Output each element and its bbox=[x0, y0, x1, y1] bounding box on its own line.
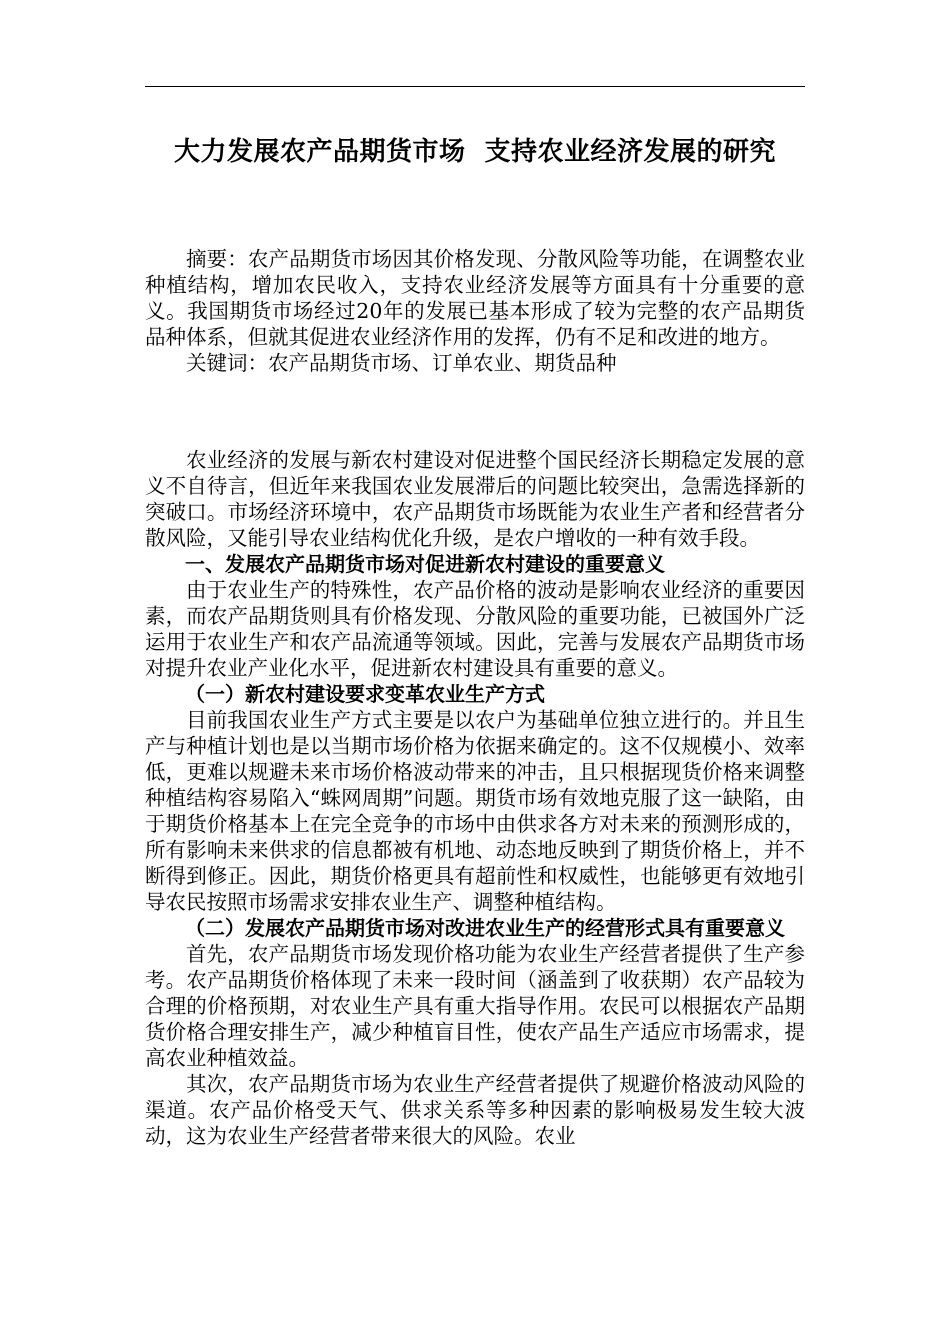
header-rule bbox=[145, 86, 805, 87]
body-paragraph: 由于农业生产的特殊性，农产品价格的波动是影响农业经济的重要因素，而农产品期货则具有价格发现、分散风险的重要功能，已被国外广泛运用于农业生产和农产品流通等领域。因此，完善与发展农产品期货市场对提升农业产业化水平，促进新农村建设具有重要的意义。 bbox=[145, 578, 805, 680]
subsection-heading: （二）发展农产品期货市场对改进农业生产的经营形式具有重要意义 bbox=[185, 916, 785, 940]
main-body bbox=[145, 447, 805, 1149]
section-heading: 一、发展农产品期货市场对促进新农村建设的重要意义 bbox=[185, 552, 665, 576]
body-paragraph: 首先，农产品期货市场发现价格功能为农业生产经营者提供了生产参考。农产品期货价格体现了未来一段时间（涵盖到了收获期）农产品较为合理的价格预期，对农业生产具有重大指导作用。农民可以根据农产品期货价格合理安排生产，减少种植盲目性，使农产品生产适应市场需求，提高农业种植效益。 bbox=[145, 942, 805, 1070]
abstract-block bbox=[145, 246, 805, 376]
subsection-heading: （一）新农村建设要求变革农业生产方式 bbox=[185, 682, 545, 706]
document-title: 大力发展农产品期货市场 支持农业经济发展的研究 bbox=[173, 137, 777, 167]
keywords-paragraph: 关键词：农产品期货市场、订单农业、期货品种 bbox=[186, 351, 617, 375]
body-paragraph: 其次，农产品期货市场为农业生产经营者提供了规避价格波动风险的渠道。农产品价格受天气、供求关系等多种因素的影响极易发生较大波动，这为农业生产经营者带来很大的风险。农业 bbox=[145, 1072, 805, 1148]
intro-paragraph: 农业经济的发展与新农村建设对促进整个国民经济长期稳定发展的意义不自待言，但近年来我国农业发展滞后的问题比较突出，急需选择新的突破口。市场经济环境中，农产品期货市场既能为农业生产者和经营者分散风险，又能引导农业结构优化升级，是农户增收的一种有效手段。 bbox=[145, 448, 805, 550]
abstract-paragraph: 摘要：农产品期货市场因其价格发现、分散风险等功能，在调整农业种植结构，增加农民收入，支持农业经济发展等方面具有十分重要的意义。我国期货市场经过20年的发展已基本形成了较为完整的农产品期货品种体系，但就其促进农业经济作用的发挥，仍有不足和改进的地方。 bbox=[145, 247, 805, 349]
body-paragraph: 目前我国农业生产方式主要是以农户为基础单位独立进行的。并且生产与种植计划也是以当期市场价格为依据来确定的。这不仅规模小、效率低，更难以规避未来市场价格波动带来的冲击，且只根据现货价格来调整种植结构容易陷入“蛛网周期”问题。期货市场有效地克服了这一缺陷，由于期货价格基本上在完全竞争的市场中由供求各方对未来的预测形成的，所有影响未来供求的信息都被有机地、动态地反映到了期货价格上，并不断得到修正。因此，期货价格更具有超前性和权威性，也能够更有效地引导农民按照市场需求安排农业生产、调整种植结构。 bbox=[145, 708, 805, 914]
